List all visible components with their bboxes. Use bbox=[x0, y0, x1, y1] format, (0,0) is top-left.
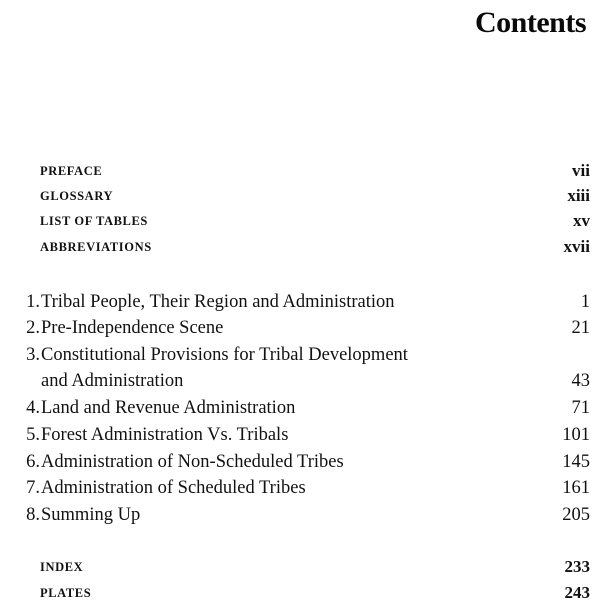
chapter-title: Constitutional Provisions for Tribal Development bbox=[41, 345, 408, 365]
chapter-number: 4. bbox=[26, 398, 40, 418]
entry-page-number: xiii bbox=[567, 186, 590, 205]
toc-entry-glossary[interactable] bbox=[0, 185, 600, 207]
chapter-number: 3. bbox=[26, 345, 40, 365]
toc-chapter-3[interactable] bbox=[0, 344, 600, 366]
entry-label: GLOSSARY bbox=[40, 189, 114, 203]
entry-page-number: 243 bbox=[564, 583, 590, 602]
toc-entry-plates[interactable] bbox=[0, 582, 600, 604]
entry-label: LIST OF TABLES bbox=[40, 214, 148, 228]
chapter-number: 1. bbox=[26, 292, 40, 312]
chapter-number: 5. bbox=[26, 425, 40, 445]
chapter-number: 6. bbox=[26, 452, 40, 472]
toc-entry-abbreviations[interactable] bbox=[0, 236, 600, 258]
chapter-page-number: 21 bbox=[571, 318, 590, 338]
chapter-number: 2. bbox=[26, 318, 40, 338]
page-title: Contents bbox=[474, 6, 586, 39]
chapter-title-continued: and Administration bbox=[41, 371, 184, 391]
entry-page-number: vii bbox=[572, 161, 590, 180]
chapter-number: 7. bbox=[26, 478, 40, 498]
toc-chapter-2[interactable] bbox=[0, 317, 600, 339]
chapter-title: Summing Up bbox=[41, 505, 141, 525]
chapter-number: 8. bbox=[26, 505, 40, 525]
chapter-title: Pre-Independence Scene bbox=[41, 318, 224, 338]
chapter-page-number: 161 bbox=[562, 478, 590, 498]
chapter-page-number: 43 bbox=[571, 371, 590, 391]
chapter-title: Land and Revenue Administration bbox=[41, 398, 296, 418]
chapter-title: Administration of Non-Scheduled Tribes bbox=[41, 452, 344, 472]
chapter-title: Tribal People, Their Region and Administration bbox=[41, 292, 395, 312]
toc-chapter-5[interactable] bbox=[0, 424, 600, 446]
chapter-page-number: 101 bbox=[562, 425, 590, 445]
entry-label: ABBREVIATIONS bbox=[40, 240, 152, 254]
chapter-title: Administration of Scheduled Tribes bbox=[41, 478, 306, 498]
toc-chapter-1[interactable] bbox=[0, 291, 600, 313]
toc-chapter-7[interactable] bbox=[0, 477, 600, 499]
entry-label: PREFACE bbox=[40, 164, 103, 178]
entry-label: PLATES bbox=[40, 586, 92, 600]
toc-chapter-8[interactable] bbox=[0, 504, 600, 526]
chapter-page-number: 205 bbox=[562, 505, 590, 525]
toc-entry-index[interactable] bbox=[0, 556, 600, 578]
chapter-page-number: 71 bbox=[571, 398, 590, 418]
entry-page-number: xv bbox=[573, 211, 590, 230]
toc-entry-list-of-tables[interactable] bbox=[0, 210, 600, 232]
toc-chapter-3-continued[interactable] bbox=[0, 370, 600, 392]
chapter-page-number: 145 bbox=[562, 452, 590, 472]
entry-page-number: 233 bbox=[564, 557, 590, 576]
chapter-title: Forest Administration Vs. Tribals bbox=[41, 425, 289, 445]
toc-entry-preface[interactable] bbox=[0, 160, 600, 182]
toc-chapter-6[interactable] bbox=[0, 451, 600, 473]
entry-label: INDEX bbox=[40, 560, 84, 574]
chapter-page-number: 1 bbox=[580, 292, 590, 312]
entry-page-number: xvii bbox=[563, 237, 590, 256]
toc-chapter-4[interactable] bbox=[0, 397, 600, 419]
